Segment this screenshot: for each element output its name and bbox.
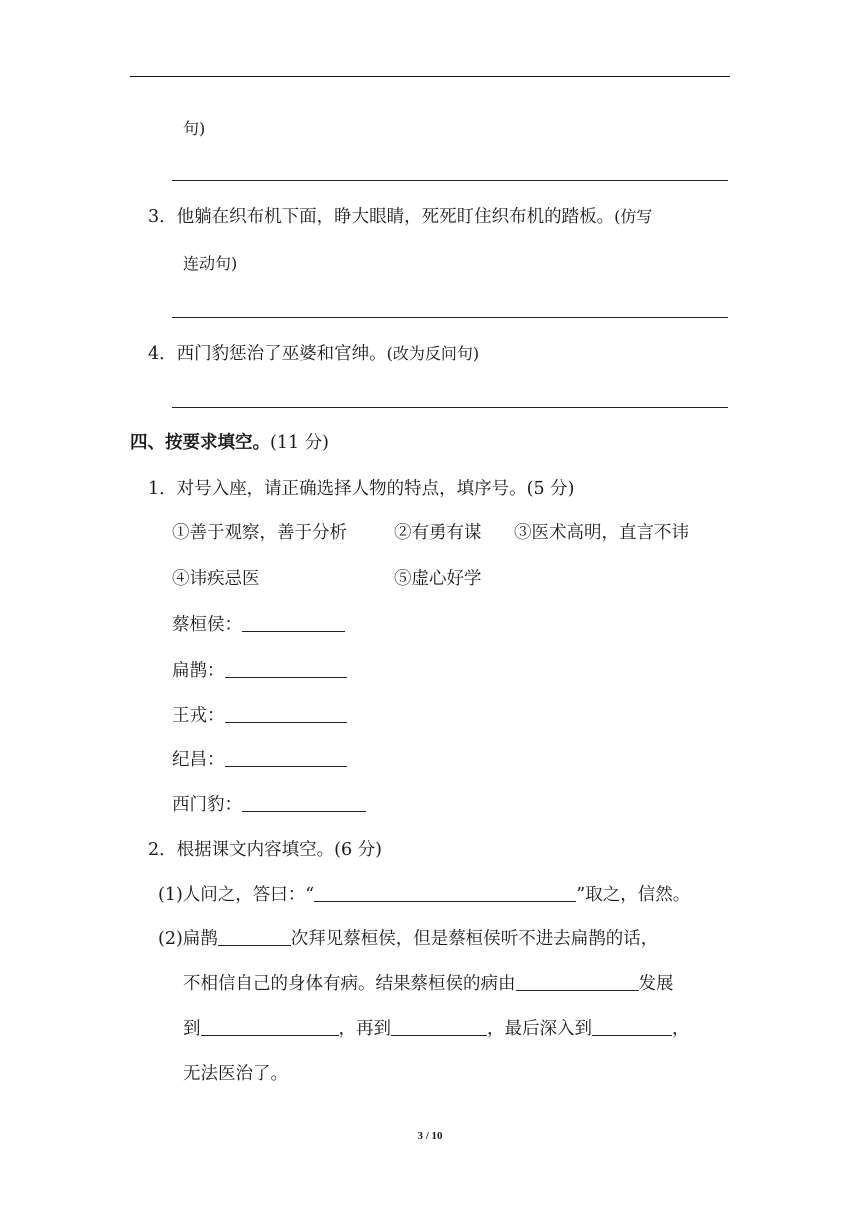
option-1: ①善于观察，善于分析 <box>172 523 347 543</box>
header-rule <box>130 76 730 77</box>
blank-bianque[interactable] <box>225 659 347 678</box>
option-5: ⑤虚心好学 <box>394 569 482 589</box>
q3-note-cont: 连动句) <box>183 254 238 273</box>
s4q1-score: (5 分) <box>526 479 575 499</box>
q3-note: (仿写 <box>614 207 653 226</box>
s4q1-text: 对号入座，请正确选择人物的特点，填序号。 <box>176 479 527 499</box>
name-bianque: 扁鹊： <box>172 661 225 681</box>
s4q2-score: (6 分) <box>334 840 382 860</box>
fill-part-2-line-1 <box>158 927 658 951</box>
match-row-ximenbao <box>172 793 366 817</box>
p2-text-2: 不相信自己的身体有病。结果蔡桓侯的病由 <box>183 974 516 994</box>
blank-p2-stage-1[interactable] <box>516 972 639 991</box>
section-4-heading <box>130 431 329 455</box>
fill-part-2-line-2 <box>183 972 674 996</box>
option-2: ②有勇有谋 <box>394 523 482 543</box>
match-row-cai <box>172 613 345 637</box>
s4-question-1 <box>148 477 575 501</box>
p2-prefix: (2)扁鹊 <box>158 929 218 949</box>
section-4-score: (11 分) <box>270 433 329 453</box>
p2-text-1: 次拜见蔡桓侯，但是蔡桓侯听不进去扁鹊的话， <box>290 929 659 949</box>
blank-p2-times[interactable] <box>218 927 291 946</box>
section-4-title: 四、按要求填空。 <box>130 433 270 453</box>
blank-p2-stage-4[interactable] <box>592 1017 672 1036</box>
fill-part-1 <box>158 883 690 907</box>
p2-text-4: 到 <box>183 1019 201 1039</box>
s4-question-2 <box>148 838 382 862</box>
p2-text-6: ，最后深入到 <box>487 1019 592 1039</box>
name-jichang: 纪昌： <box>172 750 225 770</box>
s4q1-number: 1． <box>148 479 177 499</box>
s4q2-number: 2． <box>148 840 177 860</box>
blank-wangrong[interactable] <box>225 704 347 723</box>
match-row-bianque <box>172 659 347 683</box>
q2-tail: 句) <box>183 119 206 138</box>
blank-jichang[interactable] <box>225 748 347 767</box>
p1-prefix: (1)人问之，答曰：“ <box>158 885 315 905</box>
blank-cai-huanhou[interactable] <box>242 613 345 632</box>
answer-line-q4[interactable] <box>172 407 728 408</box>
fill-part-2-line-4: 无法医治了。 <box>183 1064 288 1084</box>
answer-line-q3[interactable] <box>172 317 728 318</box>
match-row-jichang <box>172 748 347 772</box>
q3-text: 他躺在织布机下面，睁大眼睛，死死盯住织布机的踏板。 <box>176 207 615 227</box>
blank-p2-stage-3[interactable] <box>391 1017 487 1036</box>
blank-p1-quote[interactable] <box>314 883 576 902</box>
fill-part-2-line-3 <box>183 1017 690 1041</box>
blank-ximenbao[interactable] <box>242 793 366 812</box>
answer-line-q2[interactable] <box>172 180 728 181</box>
name-cai-huanhou: 蔡桓侯： <box>172 615 242 635</box>
match-row-wangrong <box>172 704 347 728</box>
question-4 <box>148 342 479 366</box>
q3-number: 3． <box>148 207 177 227</box>
name-wangrong: 王戎： <box>172 706 225 726</box>
p1-suffix: ”取之，信然。 <box>576 885 691 905</box>
q4-text: 西门豹惩治了巫婆和官绅。 <box>176 344 387 364</box>
q4-note: (改为反问句) <box>386 344 480 363</box>
s4q2-text: 根据课文内容填空。 <box>176 840 335 860</box>
p2-text-5: ，再到 <box>338 1019 391 1039</box>
q4-number: 4． <box>148 344 177 364</box>
option-4: ④讳疾忌医 <box>172 569 260 589</box>
p2-text-3: 发展 <box>638 974 674 994</box>
option-3: ③医术高明，直言不讳 <box>514 523 689 543</box>
question-3 <box>148 205 652 229</box>
blank-p2-stage-2[interactable] <box>201 1017 339 1036</box>
name-ximenbao: 西门豹： <box>172 795 242 815</box>
p2-text-7: ， <box>672 1019 690 1039</box>
page-number: 3 / 10 <box>417 1130 443 1142</box>
